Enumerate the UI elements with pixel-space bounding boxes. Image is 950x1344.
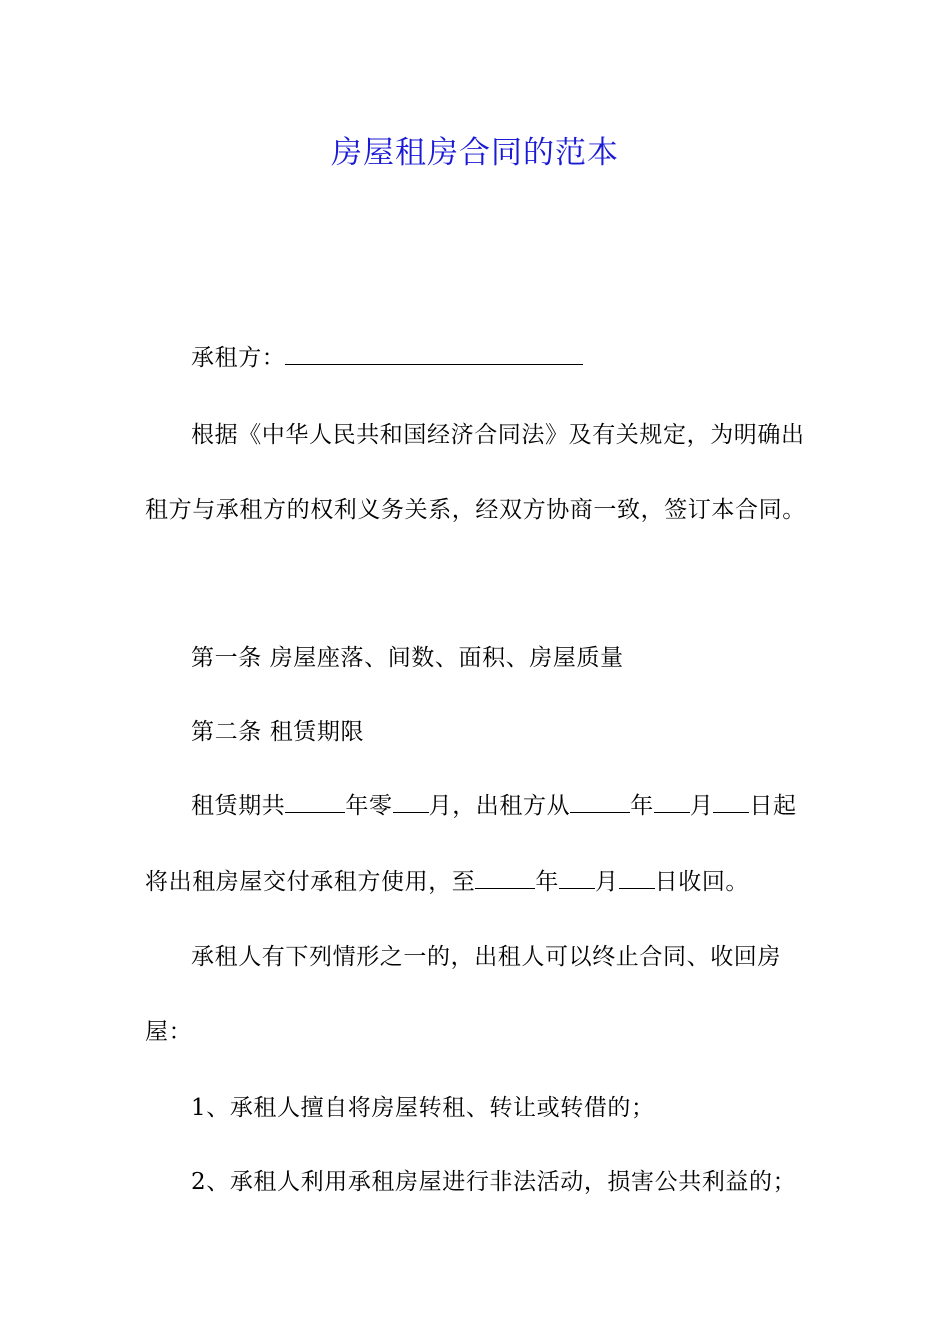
termination-intro: 承租人有下列情形之一的，出租人可以终止合同、收回房屋： <box>145 944 781 1045</box>
term-text: 月 <box>689 793 714 819</box>
intro-paragraph: 根据《中华人民共和国经济合同法》及有关规定，为明确出租方与承租方的权利义务关系，经双方协商一致，签订本合同。 <box>145 422 806 523</box>
start-month-blank[interactable] <box>654 788 690 813</box>
start-day-blank[interactable] <box>713 788 749 813</box>
tenant-label: 承租方： <box>191 345 286 371</box>
end-month-blank[interactable] <box>559 864 595 889</box>
article-1: 第一条 房屋座落、间数、面积、房屋质量 <box>191 645 624 671</box>
term-text: 年零 <box>345 793 393 819</box>
term-text: 日收回。 <box>654 869 750 895</box>
termination-item-1: 1、承租人擅自将房屋转租、转让或转借的； <box>191 1095 655 1121</box>
term-text: 年 <box>535 869 560 895</box>
tenant-blank[interactable] <box>285 340 583 365</box>
term-text: 年 <box>630 793 654 819</box>
tenant-line <box>191 338 583 378</box>
term-months-blank[interactable] <box>393 788 429 813</box>
term-text: 日起 <box>749 793 797 819</box>
term-line-2 <box>145 862 749 902</box>
article-2: 第二条 租赁期限 <box>191 719 365 745</box>
term-text: 租赁期共 <box>191 793 286 819</box>
end-year-blank[interactable] <box>475 864 535 889</box>
start-year-blank[interactable] <box>570 788 630 813</box>
term-text: 月，出租方从 <box>428 793 571 819</box>
term-text: 将出租房屋交付承租方使用，至 <box>145 869 476 895</box>
document-title: 房屋租房合同的范本 <box>331 135 619 171</box>
term-text: 月 <box>595 869 619 895</box>
term-line-1 <box>191 786 797 826</box>
end-day-blank[interactable] <box>619 864 655 889</box>
term-years-blank[interactable] <box>285 788 345 813</box>
termination-item-2: 2、承租人利用承租房屋进行非法活动，损害公共利益的； <box>191 1169 797 1195</box>
